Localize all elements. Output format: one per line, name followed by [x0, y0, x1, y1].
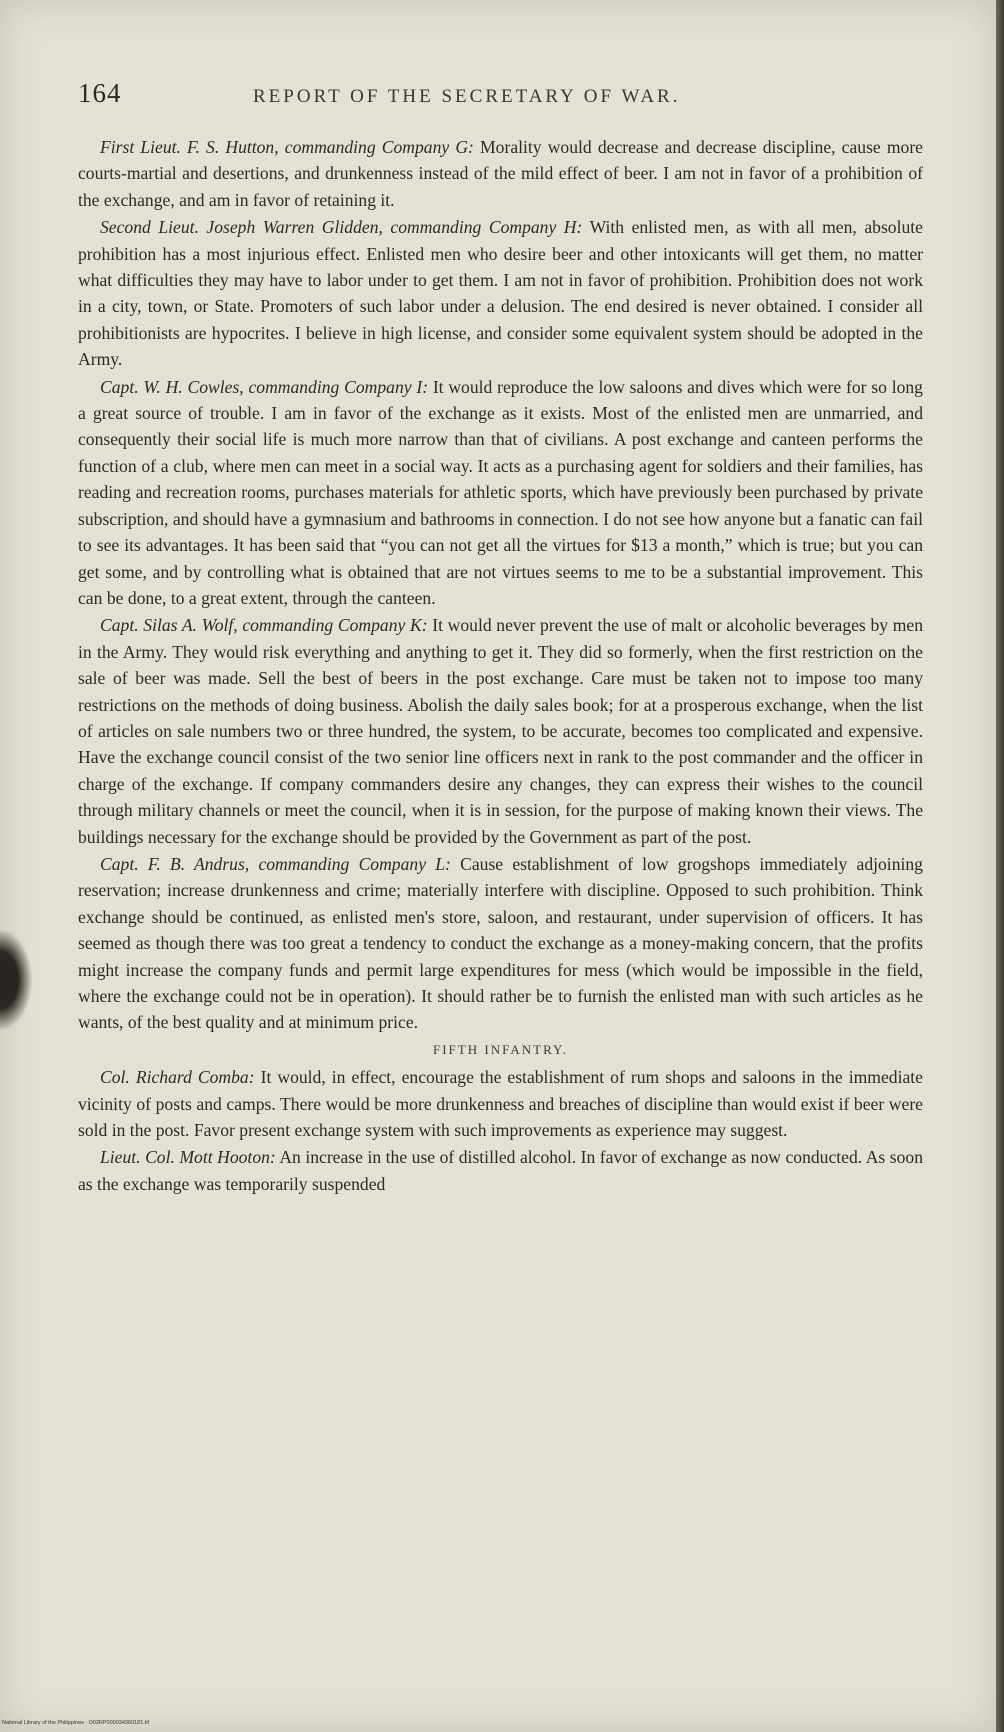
- page-number: 164: [78, 78, 122, 108]
- paragraph: [78, 134, 923, 213]
- paragraph: [78, 1064, 923, 1143]
- paragraph: [78, 214, 923, 372]
- paragraph-text: It would, in effect, encourage the establishment of rum shops and saloons in the immediate vicinity of posts and camps. There would be more drunkenness and breaches of discipline than would exist if beer were sold in the post. Favor present exchange system with such improvements as experience may suggest.: [78, 1067, 923, 1141]
- section-heading: FIFTH INFANTRY.: [433, 1041, 568, 1057]
- scan-right-edge: [996, 0, 1004, 1732]
- paragraph-text: It would never prevent the use of malt or alcoholic beverages by men in the Army. They would risk everything and anything to get it. They did so formerly, when the first restriction on the sale of beer was made. Sell the best of beers in the post exchange. Care must be taken not to impose too many restrictions on the methods of doing business. Abolish the daily sales book; for at a prosperous exchange, when the list of articles on sale numbers two or three hundred, the system, to be accurate, becomes too complicated and expensive. Have the exchange council consist of the two senior line officers next in rank to the post commander and the officer in charge of the exchange. If company commanders desire any changes, they can express their wishes to the council through military channels or meet the council, when it is in session, for the purpose of making known their views. The buildings necessary for the exchange should be provided by the Government as part of the post.: [78, 615, 923, 847]
- running-head: REPORT OF THE SECRETARY OF WAR.: [253, 86, 681, 107]
- paragraph-text: With enlisted men, as with all men, absolute prohibition has a most injurious effect. Enlisted men who desire beer and other intoxicants will get them, no matter what difficulties they may have to labor under to get them. I am not in favor of prohibition. Prohibition does not work in a city, town, or State. Promoters of such labor under a delusion. The end desired is never obtained. I consider all prohibitionists are hypocrites. I believe in high license, and consider some equivalent system should be adopted in the Army.: [78, 217, 923, 370]
- paragraph-text: It would reproduce the low saloons and dives which were for so long a great source of trouble. I am in favor of the exchange as it exists. Most of the enlisted men are unmarried, and consequently their social life is much more narrow than that of civilians. A post exchange and canteen performs the function of a club, where men can meet in a social way. It acts as a purchasing agent for soldiers and their families, has reading and recreation rooms, purchases materials for athletic sports, which have previously been purchased by private subscription, and should have a gymnasium and bathrooms in connection. I do not see how anyone but a fanatic can fail to see its advantages. It has been said that “you can not get all the virtues for $13 a month,” which is true; but you can get some, and by controlling what is obtained that are not virtues seems to me to be a substantial improvement. This can be done, to a great extent, through the canteen.: [78, 376, 923, 608]
- speaker-name: First Lieut. F. S. Hutton, commanding Company G:: [100, 137, 474, 157]
- speaker-name: Capt. W. H. Cowles, commanding Company I:: [100, 376, 429, 397]
- speaker-name: Second Lieut. Joseph Warren Glidden, commanding Company H:: [100, 217, 583, 238]
- paragraph: [78, 374, 923, 612]
- speaker-name: Capt. F. B. Andrus, commanding Company L:: [100, 853, 451, 874]
- paragraph-text: An increase in the use of distilled alcohol. In favor of exchange as now conducted. As soon as the exchange was temporarily suspended: [78, 1147, 924, 1194]
- paragraph: [78, 851, 923, 1036]
- speaker-name: Capt. Silas A. Wolf, commanding Company K:: [100, 615, 428, 636]
- paragraph: [78, 612, 923, 850]
- paragraph-text: Morality would decrease and decrease discipline, cause more courts-martial and desertions, and drunkenness instead of the mild effect of beer. I am not in favor of a prohibition of the exchange, and am in favor of retaining it.: [78, 137, 923, 210]
- scan-footer: National Library of the Philippines · D02RP000034360181.tif: [2, 1720, 150, 1726]
- body-text: [78, 134, 923, 1198]
- speaker-name: Lieut. Col. Mott Hooton:: [100, 1147, 276, 1168]
- page-header: [78, 78, 918, 118]
- paragraph: [78, 1144, 923, 1197]
- paragraph-text: Cause establishment of low grogshops immediately adjoining reservation; increase drunkenness and crime; materially interfere with discipline. Opposed to such prohibition. Think exchange should be continued, as enlisted men's store, saloon, and restaurant, under supervision of officers. It has seemed as though there was too great a tendency to conduct the exchange as a money-making concern, that the profits might increase the company funds and permit large expenditures for mess (which would be impossible in the field, where the exchange could not be in operation). It should rather be to furnish the enlisted man with such articles as he wants, of the best quality and at minimum price.: [78, 853, 923, 1033]
- speaker-name: Col. Richard Comba:: [100, 1067, 255, 1088]
- binding-hole: [0, 930, 32, 1030]
